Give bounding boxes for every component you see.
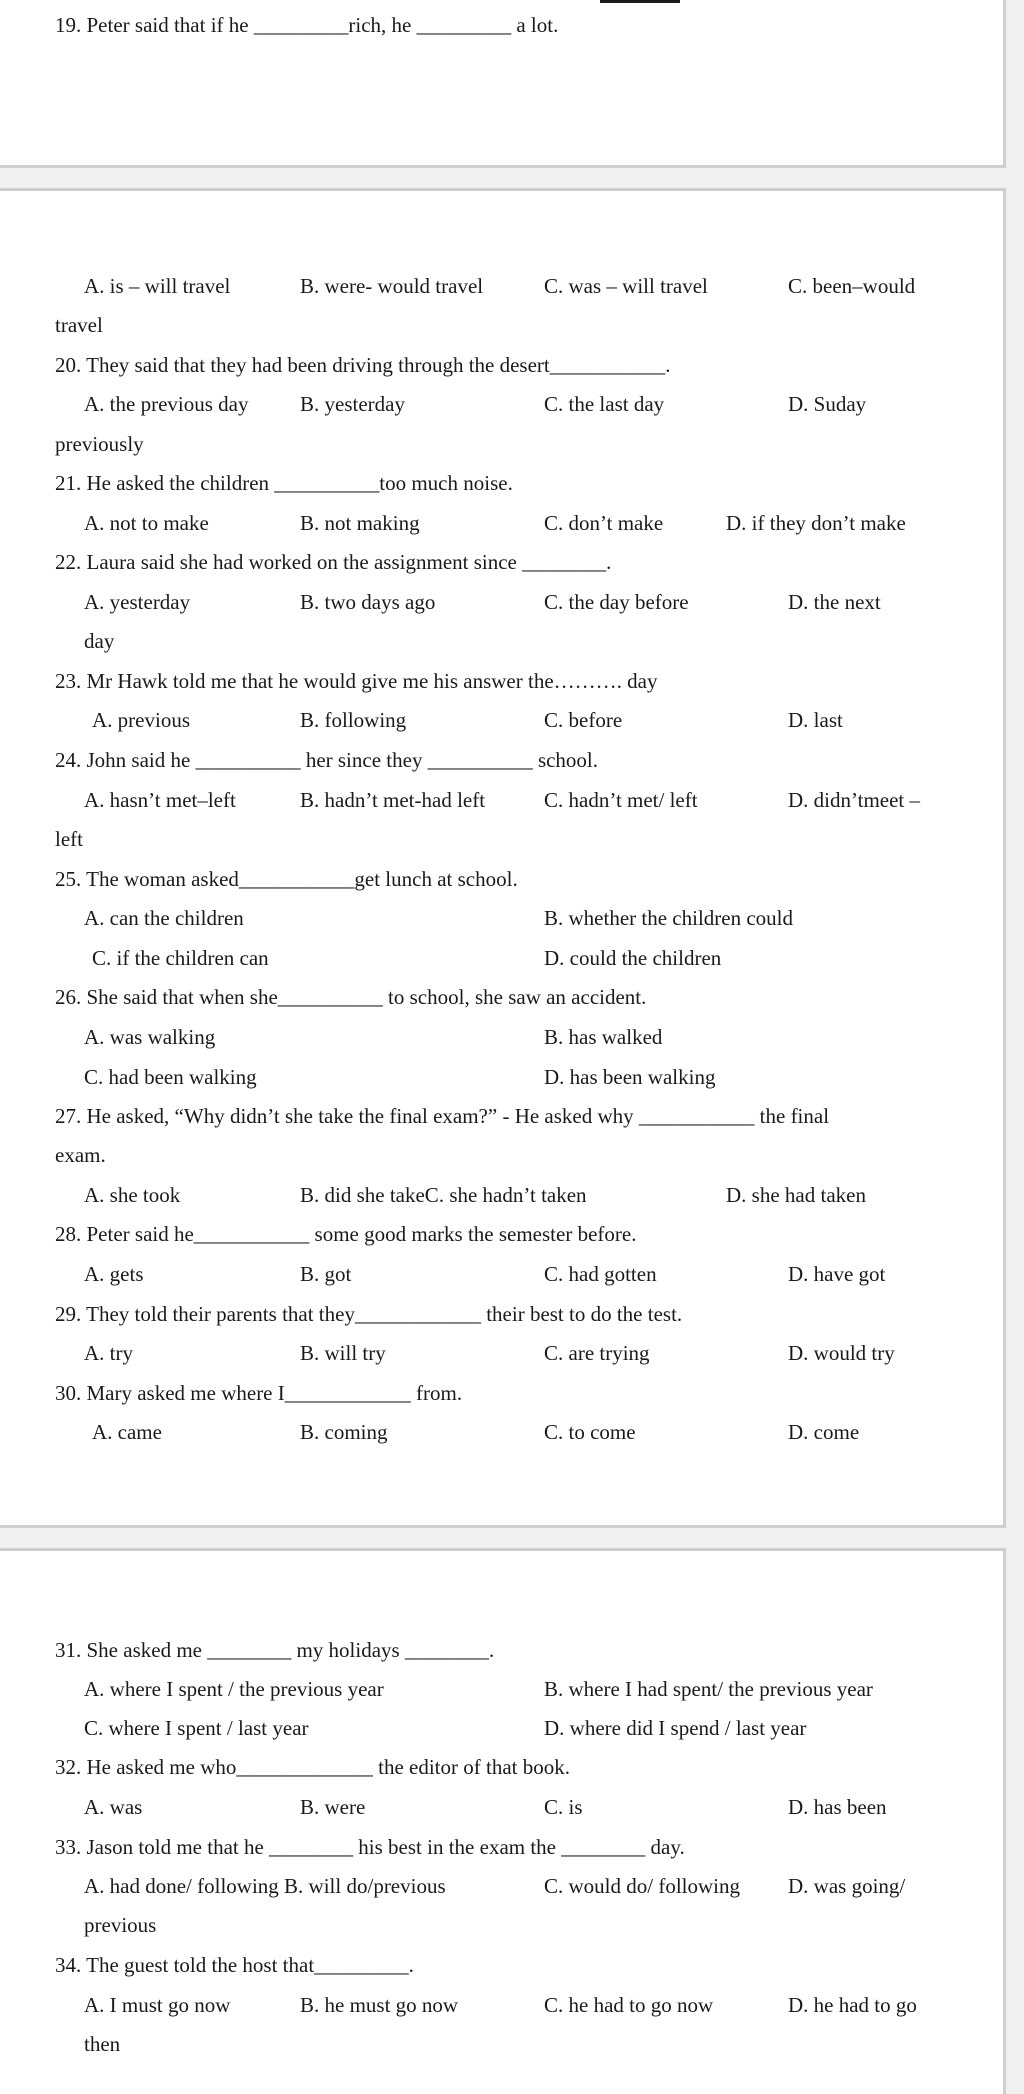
q34-option-a: A. I must go now [84,1993,231,2017]
page-1 [0,0,1006,168]
q20-option-b: B. yesterday [300,392,405,416]
question-22: 22. Laura said she had worked on the assignment since ________. [55,550,612,574]
page-3 [0,1548,1006,2094]
q22-option-d: D. the next [788,590,881,614]
q24-option-d: D. didn’tmeet – [788,788,921,812]
q28-option-a: A. gets [84,1262,144,1286]
question-23: 23. Mr Hawk told me that he would give me his answer the………. day [55,669,658,693]
q21-option-d: D. if they don’t make [726,511,906,535]
q32-option-c: C. is [544,1795,583,1819]
q24-option-c: C. hadn’t met/ left [544,788,698,812]
q34-option-b: B. he must go now [300,1993,459,2017]
q23-option-d: D. last [788,708,843,732]
q25-option-a: A. can the children [84,906,244,930]
q30-option-d: D. come [788,1420,860,1444]
question-20: 20. They said that they had been driving through the desert___________. [55,353,671,377]
question-34: 34. The guest told the host that_________. [55,1953,414,1977]
question-24: 24. John said he __________ her since they __________ school. [55,748,599,772]
q29-option-c: C. are trying [544,1341,650,1365]
question-19: 19. Peter said that if he _________rich, he _________ a lot. [55,13,559,37]
q28-option-c: C. had gotten [544,1262,657,1286]
q20-option-d: D. Suday [788,392,867,416]
q28-option-d: D. have got [788,1262,886,1286]
q23-option-c: C. before [544,708,623,732]
q33-option-a: A. had done/ following B. will do/previous [84,1874,446,1898]
q19-option-wrap: travel [55,313,103,337]
q25-option-c: C. if the children can [92,946,269,970]
q26-option-a: A. was walking [84,1025,216,1049]
question-32: 32. He asked me who_____________ the editor of that book. [55,1755,570,1779]
q27-option-a: A. she took [84,1183,181,1207]
q25-option-d: D. could the children [544,946,722,970]
q22-option-b: B. two days ago [300,590,436,614]
q27-question-wrap: exam. [55,1143,106,1167]
q22-option-wrap: day [84,629,115,653]
q21-option-c: C. don’t make [544,511,664,535]
q21-option-a: A. not to make [84,511,209,535]
q27-option-d: D. she had taken [726,1183,866,1207]
q30-option-b: B. coming [300,1420,388,1444]
question-30: 30. Mary asked me where I____________ from. [55,1381,463,1405]
q34-option-d: D. he had to go [788,1993,917,2017]
q31-option-d: D. where did I spend / last year [544,1716,807,1740]
q24-option-b: B. hadn’t met-had left [300,788,486,812]
q29-option-a: A. try [84,1341,133,1365]
q19-option-a: A. is – will travel [84,274,231,298]
question-33: 33. Jason told me that he ________ his best in the exam the ________ day. [55,1835,685,1859]
q23-option-b: B. following [300,708,407,732]
q32-option-d: D. has been [788,1795,887,1819]
q19-option-b: B. were- would travel [300,274,484,298]
q28-option-b: B. got [300,1262,352,1286]
q30-option-a: A. came [92,1420,162,1444]
q23-option-a: A. previous [92,708,190,732]
question-25: 25. The woman asked___________get lunch at school. [55,867,518,891]
q34-option-wrap: then [84,2032,121,2056]
page-edge-mark [600,0,680,3]
q32-option-a: A. was [84,1795,143,1819]
page-2 [0,188,1006,1528]
question-26: 26. She said that when she__________ to school, she saw an accident. [55,985,647,1009]
q24-option-a: A. hasn’t met–left [84,788,236,812]
q33-option-d: D. was going/ [788,1874,906,1898]
question-21: 21. He asked the children __________too much noise. [55,471,513,495]
q34-option-c: C. he had to go now [544,1993,714,2017]
q30-option-c: C. to come [544,1420,636,1444]
question-27: 27. He asked, “Why didn’t she take the final exam?” - He asked why ___________ the final [55,1104,830,1128]
q26-option-d: D. has been walking [544,1065,716,1089]
q24-option-wrap: left [55,827,83,851]
q26-option-c: C. had been walking [84,1065,257,1089]
q33-option-c: C. would do/ following [544,1874,741,1898]
q31-option-c: C. where I spent / last year [84,1716,309,1740]
q26-option-b: B. has walked [544,1025,663,1049]
q29-option-b: B. will try [300,1341,386,1365]
q22-option-c: C. the day before [544,590,689,614]
q22-option-a: A. yesterday [84,590,191,614]
q33-option-wrap: previous [84,1913,157,1937]
q20-option-wrap: previously [55,432,144,456]
q31-option-b: B. where I had spent/ the previous year [544,1677,873,1701]
question-29: 29. They told their parents that they____________ their best to do the test. [55,1302,683,1326]
q25-option-b: B. whether the children could [544,906,794,930]
q19-option-d: C. been–would [788,274,916,298]
q32-option-b: B. were [300,1795,366,1819]
q20-option-a: A. the previous day [84,392,249,416]
q29-option-d: D. would try [788,1341,895,1365]
q19-option-c: C. was – will travel [544,274,708,298]
q20-option-c: C. the last day [544,392,665,416]
q31-option-a: A. where I spent / the previous year [84,1677,384,1701]
question-31: 31. She asked me ________ my holidays ________. [55,1638,495,1662]
q27-option-b: B. did she takeC. she hadn’t taken [300,1183,587,1207]
q21-option-b: B. not making [300,511,420,535]
question-28: 28. Peter said he___________ some good marks the semester before. [55,1222,637,1246]
